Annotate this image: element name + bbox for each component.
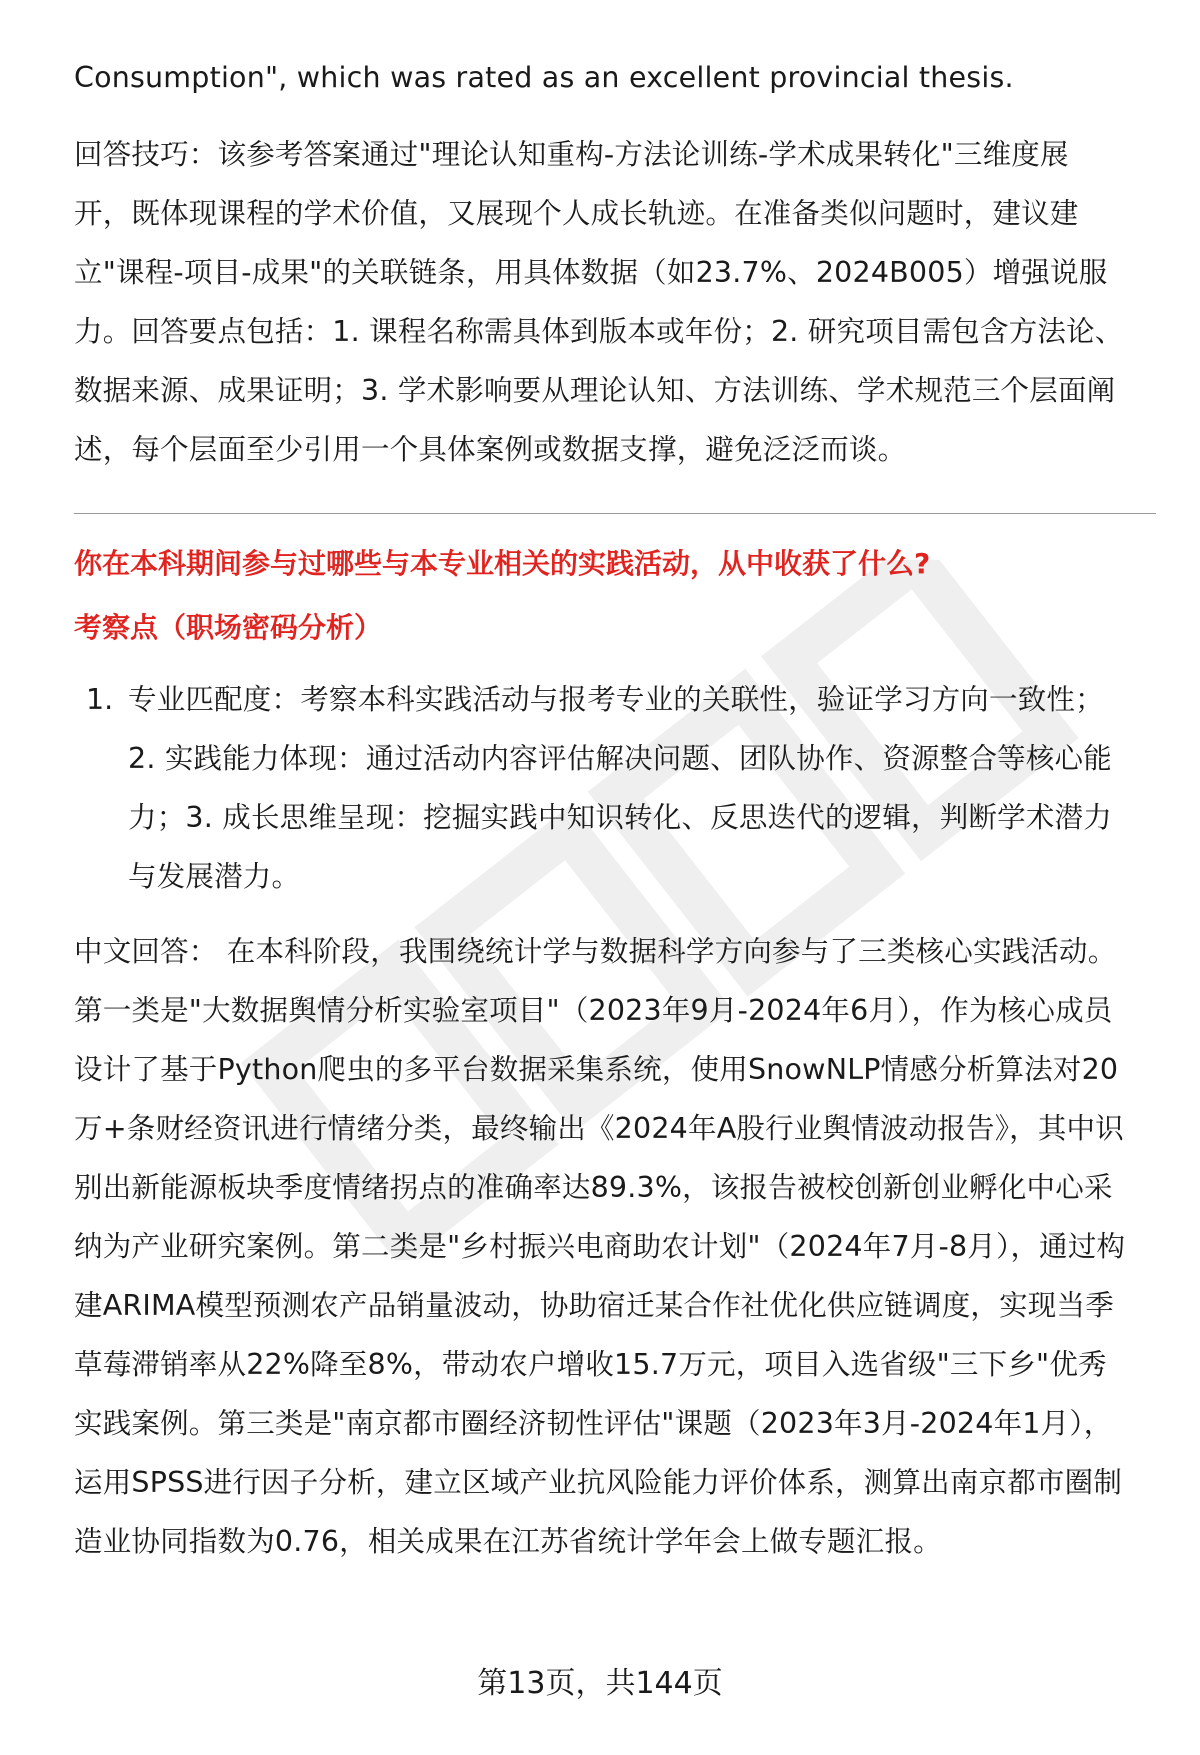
document-page — [74, 48, 1126, 1571]
section-divider — [74, 513, 1156, 514]
focus-points-text: 专业匹配度：考察本科实践活动与报考专业的关联性，验证学习方向一致性；2. 实践能力体现：通过活动内容评估解决问题、团队协作、资源整合等核心能力；3. 成长思维呈现：挖掘实践中知识转化、反思迭代的逻辑，判断学术潜力与发展潜力。 — [128, 683, 1112, 893]
focus-heading: 考察点（职场密码分析） — [74, 611, 383, 644]
intro-tail-paragraph: Consumption", which was rated as an excellent provincial thesis. — [74, 61, 1014, 94]
answer-tips-paragraph: 回答技巧：该参考答案通过"理论认知重构-方法论训练-学术成果转化"三维度展开，既体现课程的学术价值，又展现个人成长轨迹。在准备类似问题时，建议建立"课程-项目-成果"的关联链条，用具体数据（如23.7%、2024B005）增强说服力。回答要点包括：1. 课程名称需具体到版本或年份；2. 研究项目需包含方法论、数据来源、成果证明；3. 学术影响要从理论认知、方法训练、学术规范三个层面阐述，每个层面至少引用一个具体案例或数据支撑，避免泛泛而谈。 — [74, 138, 1124, 466]
list-number: 1. — [86, 683, 114, 716]
page-number-footer: 第13页，共144页 — [477, 1666, 723, 1701]
chinese-answer-paragraph: 中文回答： 在本科阶段，我围绕统计学与数据科学方向参与了三类核心实践活动。第一类是"大数据舆情分析实验室项目"（2023年9月-2024年6月），作为核心成员设计了基于Python爬虫的多平台数据采集系统，使用SnowNLP情感分析算法对20万+条财经资讯进行情绪分类，最终输出《2024年A股行业舆情波动报告》，其中识别出新能源板块季度情绪拐点的准确率达89.3%，该报告被校创新创业孵化中心采纳为产业研究案例。第二类是"乡村振兴电商助农计划"（2024年7月-8月），通过构建ARIMA模型预测农产品销量波动，协助宿迁某合作社优化供应链调度，实现当季草莓滞销率从22%降至8%，带动农户增收15.7万元，项目入选省级"三下乡"优秀实践案例。第三类是"南京都市圈经济韧性评估"课题（2023年3月-2024年1月），运用SPSS进行因子分析，建立区域产业抗风险能力评价体系，测算出南京都市圈制造业协同指数为0.76，相关成果在江苏省统计学年会上做专题汇报。 — [74, 935, 1126, 1558]
focus-points-list — [74, 670, 1126, 906]
question-heading: 你在本科期间参与过哪些与本专业相关的实践活动，从中收获了什么? — [74, 547, 931, 580]
